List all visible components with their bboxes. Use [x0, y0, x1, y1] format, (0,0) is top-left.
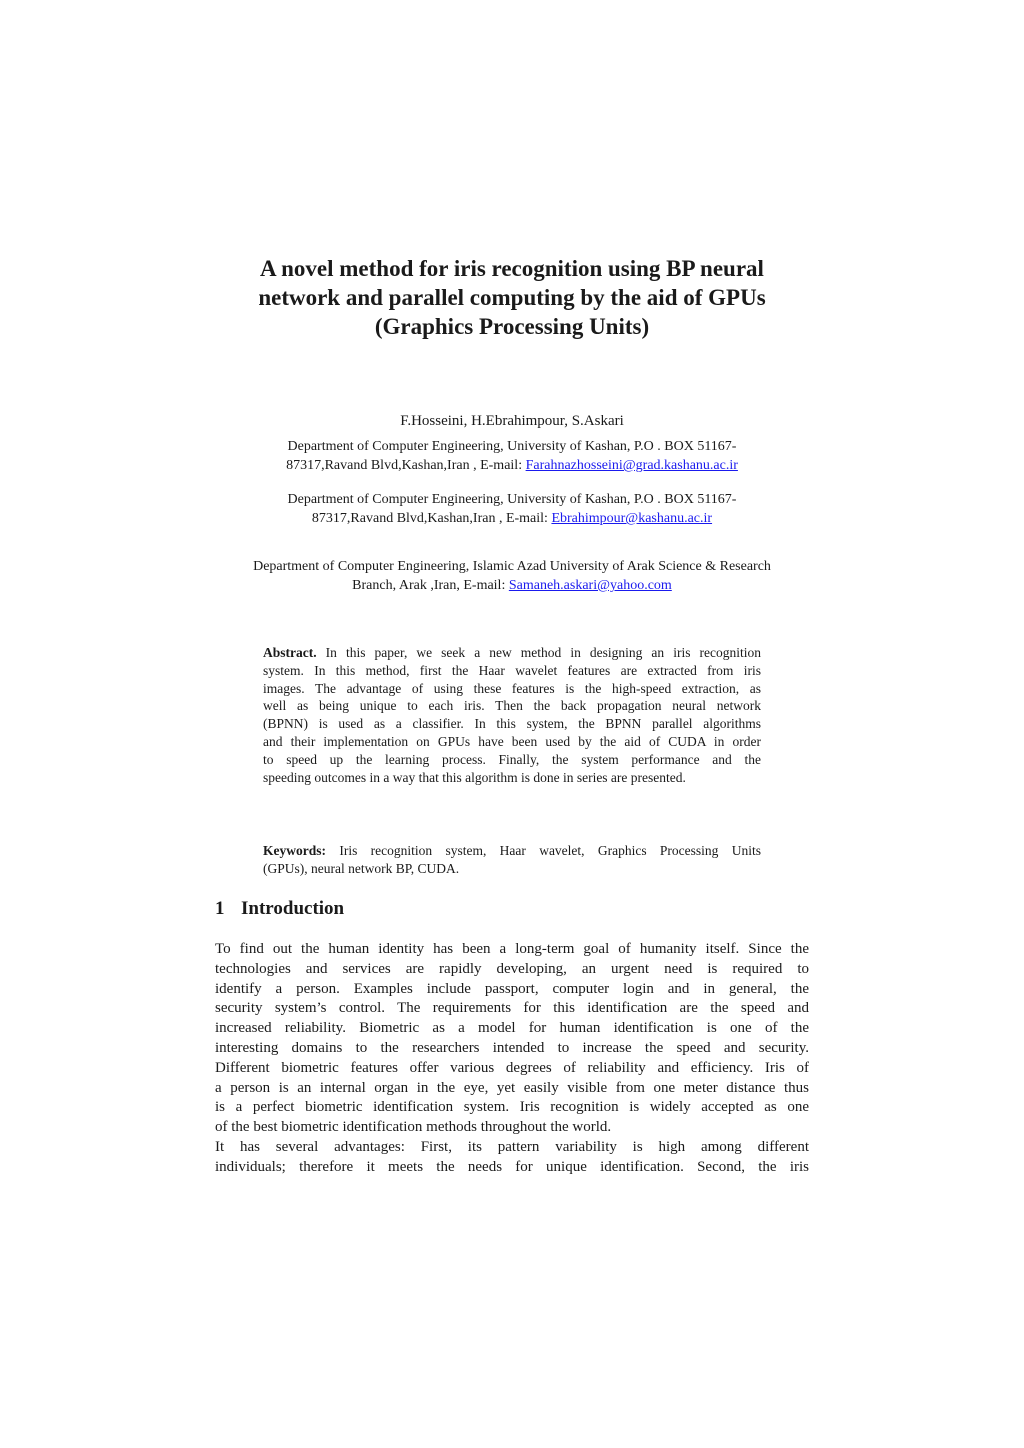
affiliation-line: Department of Computer Engineering, University of Kashan, P.O . BOX 51167-: [287, 492, 737, 507]
abstract-line: system. In this method, first the Haar wavelet features are extracted from iris: [263, 662, 761, 678]
affiliation-line-with-email: [212, 509, 812, 528]
abstract-line: images. The advantage of using these features is the high-speed extraction, as: [263, 680, 761, 696]
author-list: F.Hosseini, H.Ebrahimpour, S.Askari: [400, 413, 624, 429]
section-heading: [215, 897, 344, 921]
title-line: network and parallel computing by the aid of GPUs: [258, 285, 766, 310]
keywords-label: Keywords:: [263, 843, 326, 858]
affiliation-line-with-email: [212, 576, 812, 595]
abstract-label: Abstract.: [263, 645, 317, 660]
body-line: identify a person. Examples include passport, computer login and in general, the: [215, 980, 809, 997]
section-number: 1: [215, 898, 225, 919]
body-line: increased reliability. Biometric as a model for human identification is one of the: [215, 1020, 809, 1037]
keywords-text: Iris recognition system, Haar wavelet, Graphics Processing Units: [326, 843, 761, 858]
affiliation-3: [212, 557, 812, 595]
affiliation-line-with-email: [212, 456, 812, 475]
abstract-text: In this paper, we seek a new method in designing an iris recognition: [316, 645, 761, 660]
body-line: Different biometric features offer various degrees of reliability and efficiency. Iris of: [215, 1059, 809, 1076]
title-line: (Graphics Processing Units): [374, 314, 650, 339]
affiliation-address: 87317,Ravand Blvd,Kashan,Iran , E-mail:: [311, 511, 552, 526]
paper-title: [212, 254, 812, 341]
abstract-line: speeding outcomes in a way that this algorithm is done in series are presented.: [263, 769, 686, 785]
title-line: A novel method for iris recognition using BP neural: [260, 256, 764, 281]
abstract-line: well as being unique to each iris. Then the back propagation neural network: [263, 698, 761, 714]
email-link[interactable]: Samaneh.askari@yahoo.com: [508, 578, 672, 593]
body-line: security system’s control. The requirements for this identification are the speed and: [215, 1000, 809, 1017]
email-link[interactable]: Farahnazhosseini@grad.kashanu.ac.ir: [525, 458, 738, 473]
body-line: interesting domains to the researchers intended to increase the speed and security.: [215, 1039, 809, 1056]
body-line: individuals; therefore it meets the needs for unique identification. Second, the iris: [215, 1158, 809, 1175]
abstract-line: (BPNN) is used as a classifier. In this system, the BPNN parallel algorithms: [263, 716, 761, 732]
affiliation-line: Department of Computer Engineering, Islamic Azad University of Arak Science & Research: [253, 559, 771, 574]
body-line: of the best biometric identification methods throughout the world.: [215, 1119, 612, 1136]
body-line: technologies and services are rapidly developing, an urgent need is required to: [215, 960, 809, 977]
affiliation-2: [212, 490, 812, 528]
keywords: [263, 842, 761, 878]
body-line: is a perfect biometric identification system. Iris recognition is widely accepted as one: [215, 1099, 809, 1116]
abstract-line: to speed up the learning process. Finally, the system performance and the: [263, 751, 761, 767]
abstract-line: and their implementation on GPUs have been used by the aid of CUDA in order: [263, 733, 761, 749]
abstract-line: [263, 644, 761, 662]
affiliation-line: Department of Computer Engineering, University of Kashan, P.O . BOX 51167-: [287, 439, 737, 454]
keywords-line: [263, 842, 761, 860]
body-line: It has several advantages: First, its pattern variability is high among different: [215, 1138, 809, 1155]
keywords-line: (GPUs), neural network BP, CUDA.: [263, 861, 460, 876]
introduction-body: [215, 940, 809, 1178]
body-line: a person is an internal organ in the eye, yet easily visible from one meter distance thus: [215, 1079, 809, 1096]
body-line: To find out the human identity has been a long-term goal of humanity itself. Since the: [215, 941, 809, 957]
abstract: [263, 644, 761, 786]
affiliation-address: Branch, Arak ,Iran, E-mail:: [352, 578, 509, 593]
section-title: Introduction: [241, 898, 345, 919]
affiliation-1: [212, 437, 812, 475]
email-link[interactable]: Ebrahimpour@kashanu.ac.ir: [551, 511, 713, 526]
affiliation-address: 87317,Ravand Blvd,Kashan,Iran , E-mail:: [286, 458, 526, 473]
